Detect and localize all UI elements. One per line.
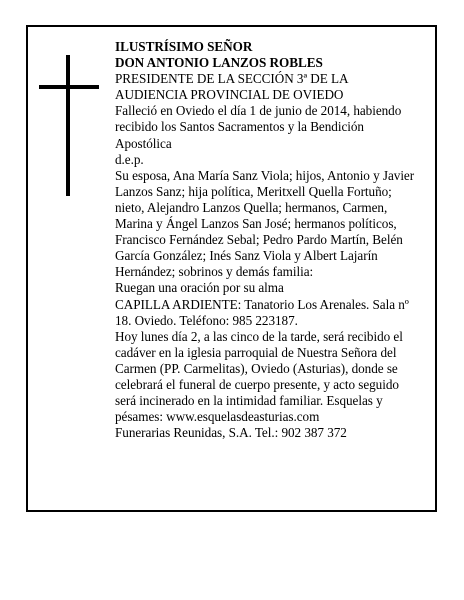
honorific-title: ILUSTRÍSIMO SEÑOR [115,39,253,54]
cross-horizontal-bar [39,85,99,89]
funeral-info: Hoy lunes día 2, a las cinco de la tarde, será recibido el cadáver en la iglesia parroquial de Nuestra Señora del Carmen (PP. Carmelitas), Oviedo (Asturias), donde se celebrará el funeral de cuerpo presente, y acto seguido será incinerado en la intimidad familiar. Esquelas y pésames: www.esquelasdeasturias.com [115,328,403,425]
deceased-name: DON ANTONIO LANZOS ROBLES [115,55,323,71]
deceased-position: PRESIDENTE DE LA SECCIÓN 3ª DE LA AUDIENCIA PROVINCIAL DE OVIEDO [115,71,348,103]
dep-text: d.e.p. [115,151,144,167]
funeral-home: Funerarias Reunidas, S.A. Tel.: 902 387 372 [115,425,347,441]
cross-vertical-bar [66,55,70,196]
death-notice: Falleció en Oviedo el día 1 de junio de 2014, habiendo recibido los Santos Sacramentos y la Bendición Apostólica [115,103,402,151]
chapel-info: CAPILLA ARDIENTE: Tanatorio Los Arenales. Sala nº 18. Oviedo. Teléfono: 985 223187. [115,296,409,328]
prayer-request: Ruegan una oración por su alma [115,280,284,296]
notice-content [115,39,420,441]
family-list: Su esposa, Ana María Sanz Viola; hijos, Antonio y Javier Lanzos Sanz; hija política, Meritxell Quella Fortuño; nieto, Alejandro Lanzos Quella; hermanos, Carmen, Marina y Ángel Lanzos San José; hermanos políticos, Francisco Fernández Sebal; Pedro Pardo Martín, Belén García González; Inés Sanz Viola y Albert Lajarín Hernández; sobrinos y demás familia: [115,167,415,280]
